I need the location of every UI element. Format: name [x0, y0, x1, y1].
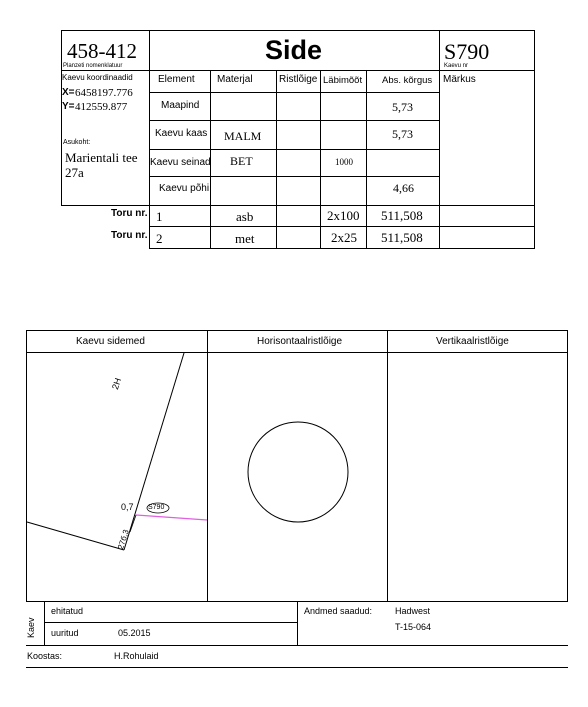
row-material: MALM	[224, 129, 262, 143]
pipe-diameter: 2x25	[331, 230, 357, 245]
row-height: 5,73	[392, 127, 413, 141]
pipe-material: met	[235, 231, 255, 246]
pipe-label: Toru nr.	[111, 230, 148, 241]
footer-divider	[297, 601, 298, 645]
y-label: Y=	[62, 101, 75, 112]
pipe-height: 511,508	[381, 230, 423, 245]
label-well-id: S790	[148, 504, 165, 511]
x-coordinate: 6458197.776	[75, 87, 133, 99]
author-label: Koostas:	[27, 651, 63, 661]
footer-row-line	[26, 645, 568, 646]
footer-row-line	[26, 667, 568, 668]
panel-title-connections: Kaevu sidemed	[76, 336, 145, 347]
row-height: 4,66	[393, 181, 414, 195]
y-coordinate: 412559.877	[75, 101, 128, 113]
measure-line	[130, 515, 136, 532]
label-distance: 27б,3	[116, 528, 131, 551]
building-wall-line	[124, 353, 184, 550]
column-header-element: Element	[158, 74, 195, 85]
pipe-diameter: 2x100	[327, 208, 360, 223]
row-element: Kaevu seinad	[150, 157, 211, 168]
pipe-material: asb	[236, 209, 254, 224]
page-title: Side	[265, 35, 323, 65]
pipe-height: 511,508	[381, 208, 423, 223]
row-element: Kaevu põhi	[159, 183, 210, 194]
well-number: S790	[444, 39, 490, 64]
data-source-name: Hadwest	[395, 606, 431, 616]
pipe-line	[136, 515, 207, 520]
coordinates-label: Kaevu koordinaadid	[62, 73, 133, 82]
column-header-remark: Märkus	[443, 74, 476, 85]
x-label: X=	[62, 87, 75, 98]
pipe-label: Toru nr.	[111, 208, 148, 219]
address-label: Asukoht:	[63, 139, 91, 146]
pipe-number: 1	[156, 209, 163, 224]
address-line-1: Marientali tee	[65, 150, 138, 165]
footer-divider	[44, 601, 45, 645]
well-number-label: Kaevu nr	[444, 63, 469, 69]
building-wall-line	[27, 522, 124, 550]
label-2h: 2H	[110, 376, 124, 391]
row-height: 5,73	[392, 100, 413, 114]
column-header-abs-height: Abs. kõrgus	[382, 75, 433, 86]
nomenclature-label: Planzeti nomenklatuur	[63, 63, 123, 69]
panel-title-vertical-section: Vertikaalristlõige	[436, 336, 509, 347]
column-header-cross-section: Ristlõige	[279, 74, 318, 85]
panel-title-horizontal-section: Horisontaalristlõige	[257, 336, 343, 347]
column-header-material: Materjal	[217, 74, 253, 85]
address-line-2: 27a	[65, 165, 84, 180]
surveyed-label: uuritud	[51, 628, 79, 638]
built-label: ehitatud	[51, 606, 84, 616]
row-diameter: 1000	[335, 157, 353, 167]
author-name: H.Rohulaid	[114, 651, 159, 661]
footer-row-line	[44, 622, 297, 623]
label-offset: 0,7	[121, 502, 134, 512]
data-source-label: Andmed saadud:	[304, 606, 373, 616]
footer-side-label: Kaev	[26, 617, 36, 638]
surveyed-date: 05.2015	[118, 628, 151, 638]
data-source-code: T-15-064	[395, 622, 432, 632]
row-material: BET	[230, 154, 253, 168]
row-element: Maapind	[161, 100, 200, 111]
column-header-diameter: Läbimõõt	[323, 75, 363, 86]
nomenclature-number: 458-412	[67, 39, 137, 63]
row-element: Kaevu kaas	[155, 128, 208, 139]
well-cross-section-circle	[248, 422, 348, 522]
pipe-number: 2	[156, 231, 163, 246]
